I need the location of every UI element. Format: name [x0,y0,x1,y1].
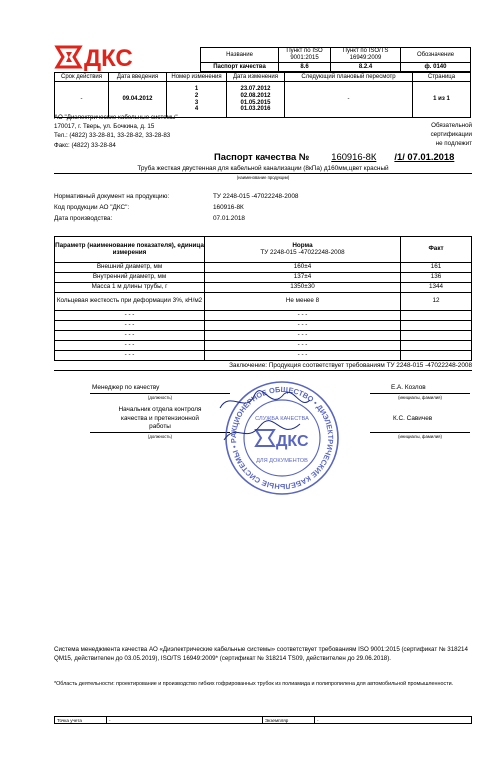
name-caption: (инициалы, фамилия) [398,434,442,439]
fact-cell [401,321,472,331]
param-cell: Масса 1 м длины трубы, г [55,283,205,293]
qms-statement: Система менеджмента качества АО «Диэлектрические кабельные системы» соответствует требованиям ISO 9001:2015 (сертификат № 318214 QM15, действителен до 03.05.2019), ISO/TS 16949:2009* (сертификат № 318214 TS09, действителен до 29.06.2018). [54,646,468,663]
rev-head-intro: Дата введения [109,73,167,82]
param-cell: - - - [55,311,205,321]
point-value: - [107,717,263,724]
position-caption: (должность) [147,434,173,439]
stamp-inner-text: СЛУЖБА КАЧЕСТВА [255,416,309,422]
norm-doc-label: Нормативный документ на продукцию: [54,193,170,200]
rev-head-page: Страница [413,73,471,82]
fact-cell: 136 [401,273,472,283]
company-name: АО "Диэлектрические кабельные системы" [54,114,178,121]
cert-note-line: Обязательной [431,122,472,129]
name-caption: (инициалы, фамилия) [398,395,442,400]
table-row [55,273,472,283]
norm-cell: - - - [205,341,401,351]
rev-head-next-review: Следующий плановый пересмотр [285,73,413,82]
table-row [55,263,472,273]
copy-label: Экземпляр [263,717,315,724]
product-code-label: Код продукции АО "ДКС": [54,204,130,211]
product-caption: (наименование продукции) [236,175,290,180]
stamp-ring-text: АКЦИОНЕРНОЕ ОБЩЕСТВО • ДИЭЛЕКТРИЧЕСКИЕ КАБЕЛЬНЫЕ СИСТЕМЫ • Р [228,384,336,492]
params-table [54,236,472,361]
claims-name-line [370,432,470,433]
signature-scribble [150,384,380,444]
norm-doc-header: ТУ 2248-015 -47022248-2008 [260,248,345,256]
fact-cell [401,311,472,321]
params-col-norm [205,237,401,263]
product-code-value: 160916-8К [213,204,244,211]
param-cell: - - - [55,331,205,341]
norm-cell: 1350±30 [205,283,401,293]
cert-note-line: сертификации [430,130,472,138]
change-number: 3 [194,99,199,106]
position-caption: (должность) [147,395,173,400]
rev-page: 1 из 1 [413,82,471,118]
fact-cell [401,341,472,351]
rev-change-dates [227,82,285,118]
quality-name-line [370,393,470,394]
fact-cell: 161 [401,263,472,273]
passport-title [214,151,476,162]
norm-cell: - - - [205,331,401,341]
norm-cell: - - - [205,311,401,321]
claims-title-line: Начальник отдела контроля [118,406,202,413]
cert-note-line: не подлежит [435,139,472,147]
table-row [55,311,472,321]
norm-cell: Не менее 8 [205,293,401,311]
claims-title-line: качества и претензионной [121,414,199,422]
fact-cell: 12 [401,293,472,311]
company-phone: Тел.: (4822) 33-28-81, 33-28-82, 33-28-83 [54,132,171,140]
production-date-value: 07.01.2018 [213,215,245,222]
rev-validity: - [55,82,109,118]
header-iso1: 8.6 [279,63,331,72]
param-cell: - - - [55,321,205,331]
table-row [55,293,472,311]
passport-suffix: /1/ 07.01.2018 [394,151,455,162]
quality-manager-name: Е.А. Козлов [391,384,426,391]
rev-head-change-no: Номер изменения [167,73,227,82]
fact-cell [401,351,472,361]
norm-cell: 137±4 [205,273,401,283]
header-col-name: Название [201,48,279,63]
quality-manager-title: Менеджер по качеству [92,384,160,391]
change-number: 4 [194,106,199,113]
header-col-iso1: Пункт по ISO 9001:2015 [279,48,331,63]
norm-doc-value: ТУ 2248-015 -47022248-2008 [213,193,299,200]
product-code-row [54,204,244,211]
change-date: 23.07.2012 [240,85,271,92]
header-iso2: 8.2.4 [331,63,401,72]
header-code: ф. 0140 [401,63,471,72]
norm-header: Норма [292,241,313,249]
param-cell: Кольцевая жесткость при деформации 3%, кН/м2 [55,293,205,311]
param-cell: Внешний диаметр, мм [55,263,205,273]
params-col-param: Параметр (наименование показателя), единица измерения [55,237,205,263]
change-number: 2 [194,92,199,99]
fact-cell: 1344 [401,283,472,293]
param-cell: Внутренний диаметр, мм [55,273,205,283]
norm-cell: - - - [205,351,401,361]
table-row [55,321,472,331]
passport-number: 160916-8К [331,151,377,162]
change-date: 01.03.2016 [240,106,271,113]
logo-text: ДКС [84,45,133,71]
rev-intro-date: 09.04.2012 [109,82,167,118]
company-fax: Факс: (4822) 33-28-84 [54,141,116,149]
table-row [55,341,472,351]
product-name: Труба жесткая двустенная для кабельной канализации (8кПа) д160мм,цвет красный [54,165,472,174]
company-address: 170017, г. Тверь, ул. Бочкина, д. 15 [54,123,155,131]
stamp-inner-text: ДЛЯ ДОКУМЕНТОВ [256,458,308,464]
table-row [55,283,472,293]
claims-title-line: работы [149,423,171,431]
passport-label: Паспорт качества № [214,151,310,162]
company-block [54,113,178,150]
norm-doc-row [54,193,299,200]
header-doc-name: Паспорт качества [201,63,279,72]
copy-value: - [315,717,472,724]
change-date: 02.08.2012 [240,92,271,99]
rev-next-review: - [285,82,413,118]
claims-head-name: К.С. Савичев [393,415,433,422]
header-col-iso2: Пункт по ISO/TS 16949:2009 [331,48,401,63]
table-row [55,331,472,341]
params-col-fact: Факт [401,237,472,263]
accounting-table [54,716,472,724]
point-label: Точка учета [55,717,107,724]
fact-cell [401,331,472,341]
rev-head-validity: Срок действия [55,73,109,82]
certification-note [400,122,472,148]
rev-head-change-date: Дата изменения [227,73,285,82]
revision-table [54,72,471,118]
param-cell: - - - [55,351,205,361]
conclusion-divider [54,370,472,371]
norm-cell: 160±4 [205,263,401,273]
header-col-code: Обозначение [401,48,471,63]
scope-note: *Область деятельности: проектирование и производство гибких гофрированных трубок из полиамида и полипропилена для автомобильной промышленности. [54,681,454,687]
header-table [200,47,471,72]
table-row [55,351,472,361]
stamp-logo-text: ДКС [276,433,309,450]
production-date-label: Дата производства: [54,215,113,222]
production-date-row [54,215,245,222]
conclusion-text: Заключение: Продукция соответствует требованиям ТУ 2248-015 -47022248-2008 [229,362,472,369]
norm-cell: - - - [205,321,401,331]
dks-logo [54,43,176,71]
param-cell: - - - [55,341,205,351]
change-number: 1 [194,85,199,92]
change-date: 01.05.2015 [240,99,271,106]
dks-logo-icon [54,43,176,71]
